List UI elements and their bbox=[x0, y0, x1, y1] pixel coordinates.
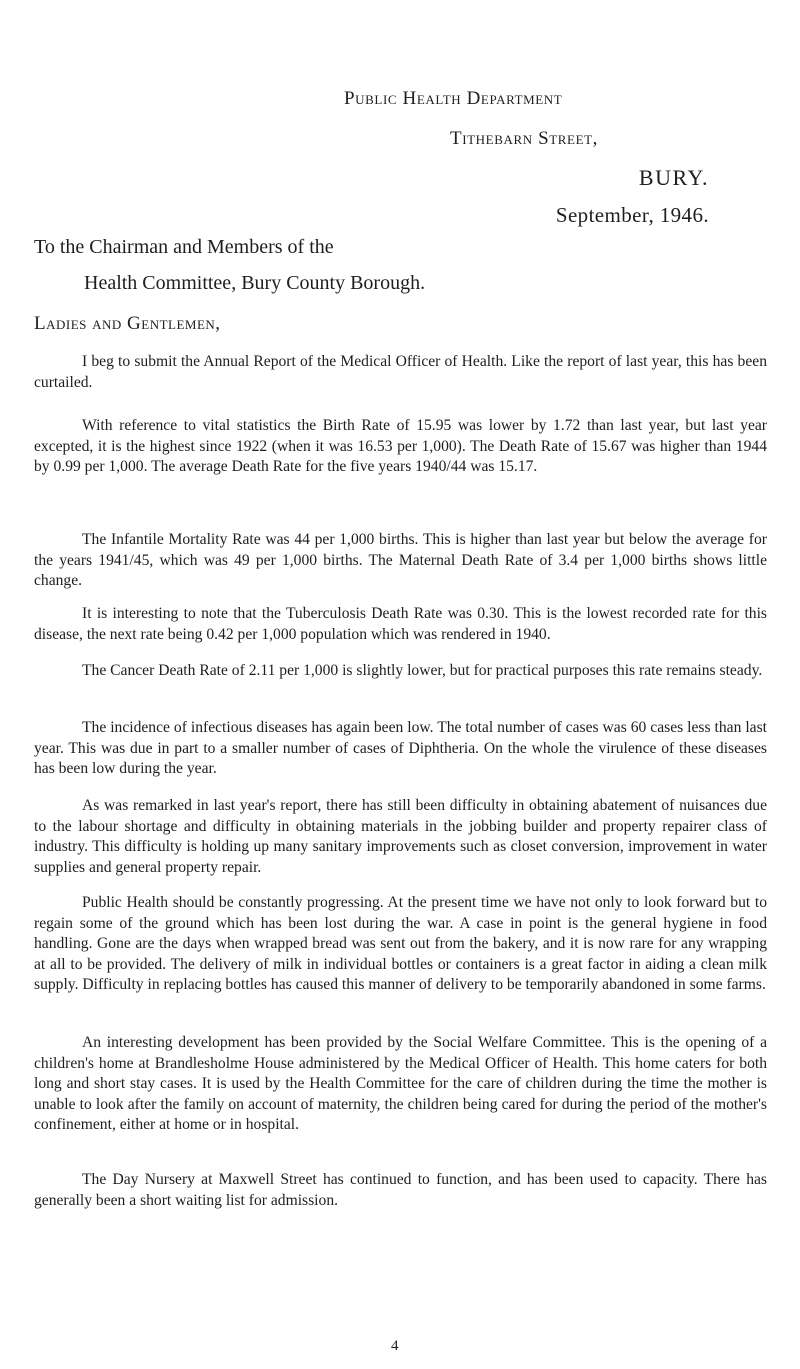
paragraph-1: I beg to submit the Annual Report of the Medical Officer of Health. Like the report of last year, this has been curtailed. bbox=[34, 353, 767, 391]
addressee-line-2: Health Committee, Bury County Borough. bbox=[84, 272, 426, 294]
paragraph-10: The Day Nursery at Maxwell Street has continued to function, and has been used to capacity. There has generally been a short waiting list for admission. bbox=[34, 1171, 767, 1209]
paragraph-2: With reference to vital statistics the Birth Rate of 15.95 was lower by 1.72 than last year, but last year excepted, it is the highest since 1922 (when it was 16.53 per 1,000). The Death Rate of 15.67 was higher than 1944 by 0.99 per 1,000. The average Death Rate for the five years 1940/44 was 15.17. bbox=[34, 417, 767, 475]
street-address: Tithebarn Street, bbox=[450, 128, 599, 149]
salutation: Ladies and Gentlemen, bbox=[34, 313, 221, 334]
paragraph-9: An interesting development has been provided by the Social Welfare Committee. This is the opening of a children's home at Brandlesholme House administered by the Medical Officer of Health. This home caters for both long and short stay cases. It is used by the Health Committee for the care of children during the time the mother is unable to look after the family on account of maternity, the children being cared for during the period of the mother's confinement, either at home or in hospital. bbox=[34, 1034, 767, 1133]
paragraph-8: Public Health should be constantly progressing. At the present time we have not only to look forward but to regain some of the ground which has been lost during the war. A case in point is the general hygiene in food handling. Gone are the days when wrapped bread was sent out from the bakery, and it is now rare for any wrapping at all to be provided. The delivery of milk in individual bottles or containers is a great factor in aiding a clean milk supply. Difficulty in replacing bottles has caused this manner of delivery to be temporarily abandoned in some farms. bbox=[34, 894, 767, 993]
paragraph-4: It is interesting to note that the Tuberculosis Death Rate was 0.30. This is the lowest recorded rate for this disease, the next rate being 0.42 per 1,000 population which was rendered in 1940. bbox=[34, 605, 767, 643]
paragraph-5: The Cancer Death Rate of 2.11 per 1,000 is slightly lower, but for practical purposes this rate remains steady. bbox=[82, 662, 763, 679]
paragraph-7: As was remarked in last year's report, there has still been difficulty in obtaining abatement of nuisances due to the labour shortage and difficulty in obtaining materials in the jobbing builder and property repairer class of industry. This difficulty is holding up many sanitary improvements such as closet conversion, improvement in water supplies and general property repair. bbox=[34, 797, 767, 876]
addressee-line-1: To the Chairman and Members of the bbox=[34, 236, 334, 258]
department-heading: Public Health Department bbox=[344, 88, 563, 109]
paragraph-6: The incidence of infectious diseases has again been low. The total number of cases was 60 cases less than last year. This was due in part to a smaller number of cases of Diphtheria. On the whole the virulence of these diseases has been low during the year. bbox=[34, 719, 767, 777]
page-number: 4 bbox=[391, 1338, 399, 1354]
town-name: BURY. bbox=[638, 165, 709, 190]
letter-date: September, 1946. bbox=[555, 203, 709, 227]
paragraph-3: The Infantile Mortality Rate was 44 per 1,000 births. This is higher than last year but below the average for the years 1941/45, which was 49 per 1,000 births. The Maternal Death Rate of 3.4 per 1,000 births shows little change. bbox=[34, 531, 767, 589]
